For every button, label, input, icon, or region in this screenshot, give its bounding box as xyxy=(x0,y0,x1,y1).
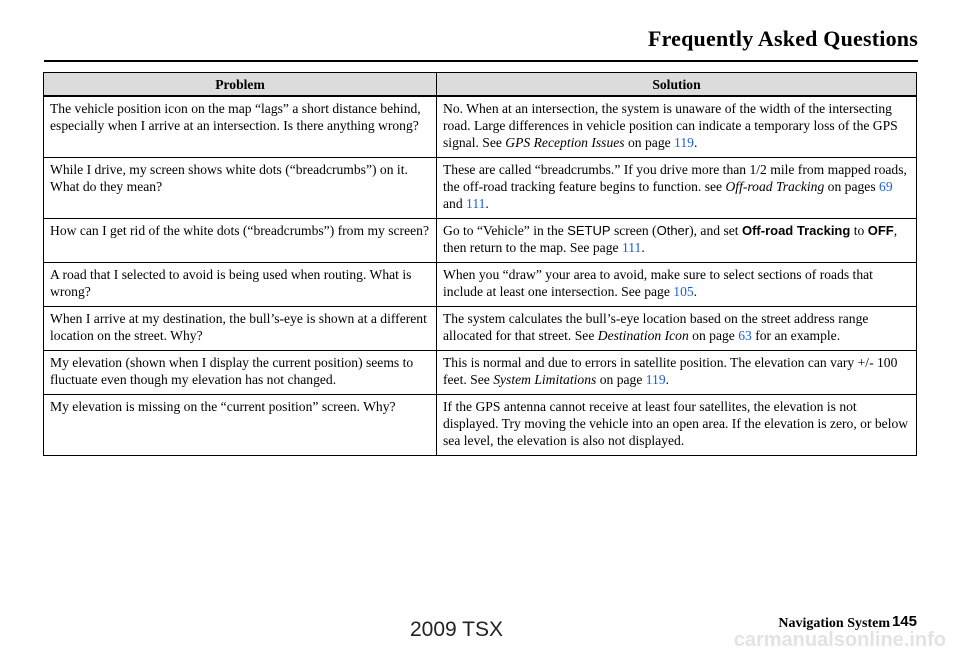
reference-title: Destination Icon xyxy=(597,328,689,343)
page-title: Frequently Asked Questions xyxy=(647,26,918,51)
footer-section-name: Navigation System xyxy=(778,616,890,631)
solution-cell xyxy=(437,96,917,158)
page-link[interactable]: 111 xyxy=(621,240,642,255)
problem-cell: A road that I selected to avoid is being used when routing. What is wrong? xyxy=(44,263,437,307)
page-link[interactable]: 111 xyxy=(466,196,486,211)
table-row xyxy=(44,96,917,158)
solution-text: Go to “Vehicle” in the xyxy=(443,223,568,238)
table-row xyxy=(44,263,917,307)
solution-text: on pages xyxy=(824,179,880,194)
faq-table xyxy=(43,72,917,456)
title-rule xyxy=(44,60,918,62)
table-row xyxy=(44,395,917,456)
solution-cell xyxy=(437,307,917,351)
page-link[interactable]: 119 xyxy=(674,135,694,150)
solution-text: This is normal and due to errors in satellite position. The elevation can vary +/- 100 feet. See xyxy=(443,355,898,387)
page-link[interactable]: 105 xyxy=(673,284,694,299)
problem-cell: While I drive, my screen shows white dots (“breadcrumbs”) on it. What do they mean? xyxy=(44,158,437,219)
solution-text: . xyxy=(693,284,698,299)
solution-cell xyxy=(437,219,917,263)
reference-title: GPS Reception Issues xyxy=(505,135,625,150)
problem-cell: My elevation (shown when I display the current position) seems to fluctuate even though my elevation has not changed. xyxy=(44,351,437,395)
solution-cell xyxy=(437,263,917,307)
solution-text: screen ( xyxy=(610,223,657,238)
solution-text: The system calculates the bull’s-eye location based on the street address range allocated for that street. See xyxy=(443,311,869,343)
solution-text: for an example. xyxy=(751,328,841,343)
table-row xyxy=(44,219,917,263)
solution-text: on page xyxy=(688,328,739,343)
page-link[interactable]: 63 xyxy=(738,328,752,343)
solution-text: No. When at an intersection, the system is unaware of the width of the intersecting road. Large differences in vehicle position can indicate a temporary loss of the GPS signal. See xyxy=(443,101,898,150)
problem-cell: When I arrive at my destination, the bull’s-eye is shown at a different location on the street. Why? xyxy=(44,307,437,351)
table-row xyxy=(44,158,917,219)
page-number: 145 xyxy=(891,613,917,630)
model-watermark: 2009 TSX xyxy=(410,618,504,641)
solution-text: and xyxy=(443,196,467,211)
solution-text: on page xyxy=(596,372,646,387)
solution-text: If the GPS antenna cannot receive at least four satellites, the elevation is not displayed. Try moving the vehicle into an open area. If the elevation is zero, or below sea level, the elevation is also not displayed. xyxy=(443,399,909,448)
problem-cell: The vehicle position icon on the map “lags” a short distance behind, especially when I arrive at an intersection. Is there anything wrong? xyxy=(44,96,437,158)
table-row xyxy=(44,307,917,351)
problem-cell: How can I get rid of the white dots (“breadcrumbs”) from my screen? xyxy=(44,219,437,263)
page-link[interactable]: 119 xyxy=(645,372,666,387)
solution-cell xyxy=(437,395,917,456)
header-solution: Solution xyxy=(437,73,917,97)
solution-text: on page xyxy=(624,135,675,150)
reference-title: Off-road Tracking xyxy=(725,179,825,194)
table-row xyxy=(44,351,917,395)
solution-text: . xyxy=(485,196,489,211)
solution-text: . xyxy=(693,135,698,150)
site-watermark: carmanualsonline.info xyxy=(733,629,946,651)
solution-text: , then return to the map. See page xyxy=(443,223,898,255)
screen-name: Other xyxy=(656,223,690,238)
page-link[interactable]: 69 xyxy=(879,179,893,194)
solution-cell xyxy=(437,158,917,219)
solution-text: . xyxy=(665,372,670,387)
solution-text: . xyxy=(641,240,645,255)
solution-cell xyxy=(437,351,917,395)
solution-text: ), and set xyxy=(689,223,742,238)
solution-text: When you “draw” your area to avoid, make sure to select sections of roads that include at least one intersection. See page xyxy=(443,267,873,299)
setting-name: Off-road Tracking xyxy=(741,223,851,238)
setting-value: OFF xyxy=(867,223,894,238)
screen-name: SETUP xyxy=(567,223,611,238)
problem-cell: My elevation is missing on the “current position” screen. Why? xyxy=(44,395,437,456)
solution-text: to xyxy=(850,223,868,238)
header-problem: Problem xyxy=(44,73,437,97)
solution-text: These are called “breadcrumbs.” If you drive more than 1/2 mile from mapped roads, the off-road tracking feature begins to function. see xyxy=(443,162,907,194)
table-header-row xyxy=(44,73,917,97)
reference-title: System Limitations xyxy=(493,372,597,387)
